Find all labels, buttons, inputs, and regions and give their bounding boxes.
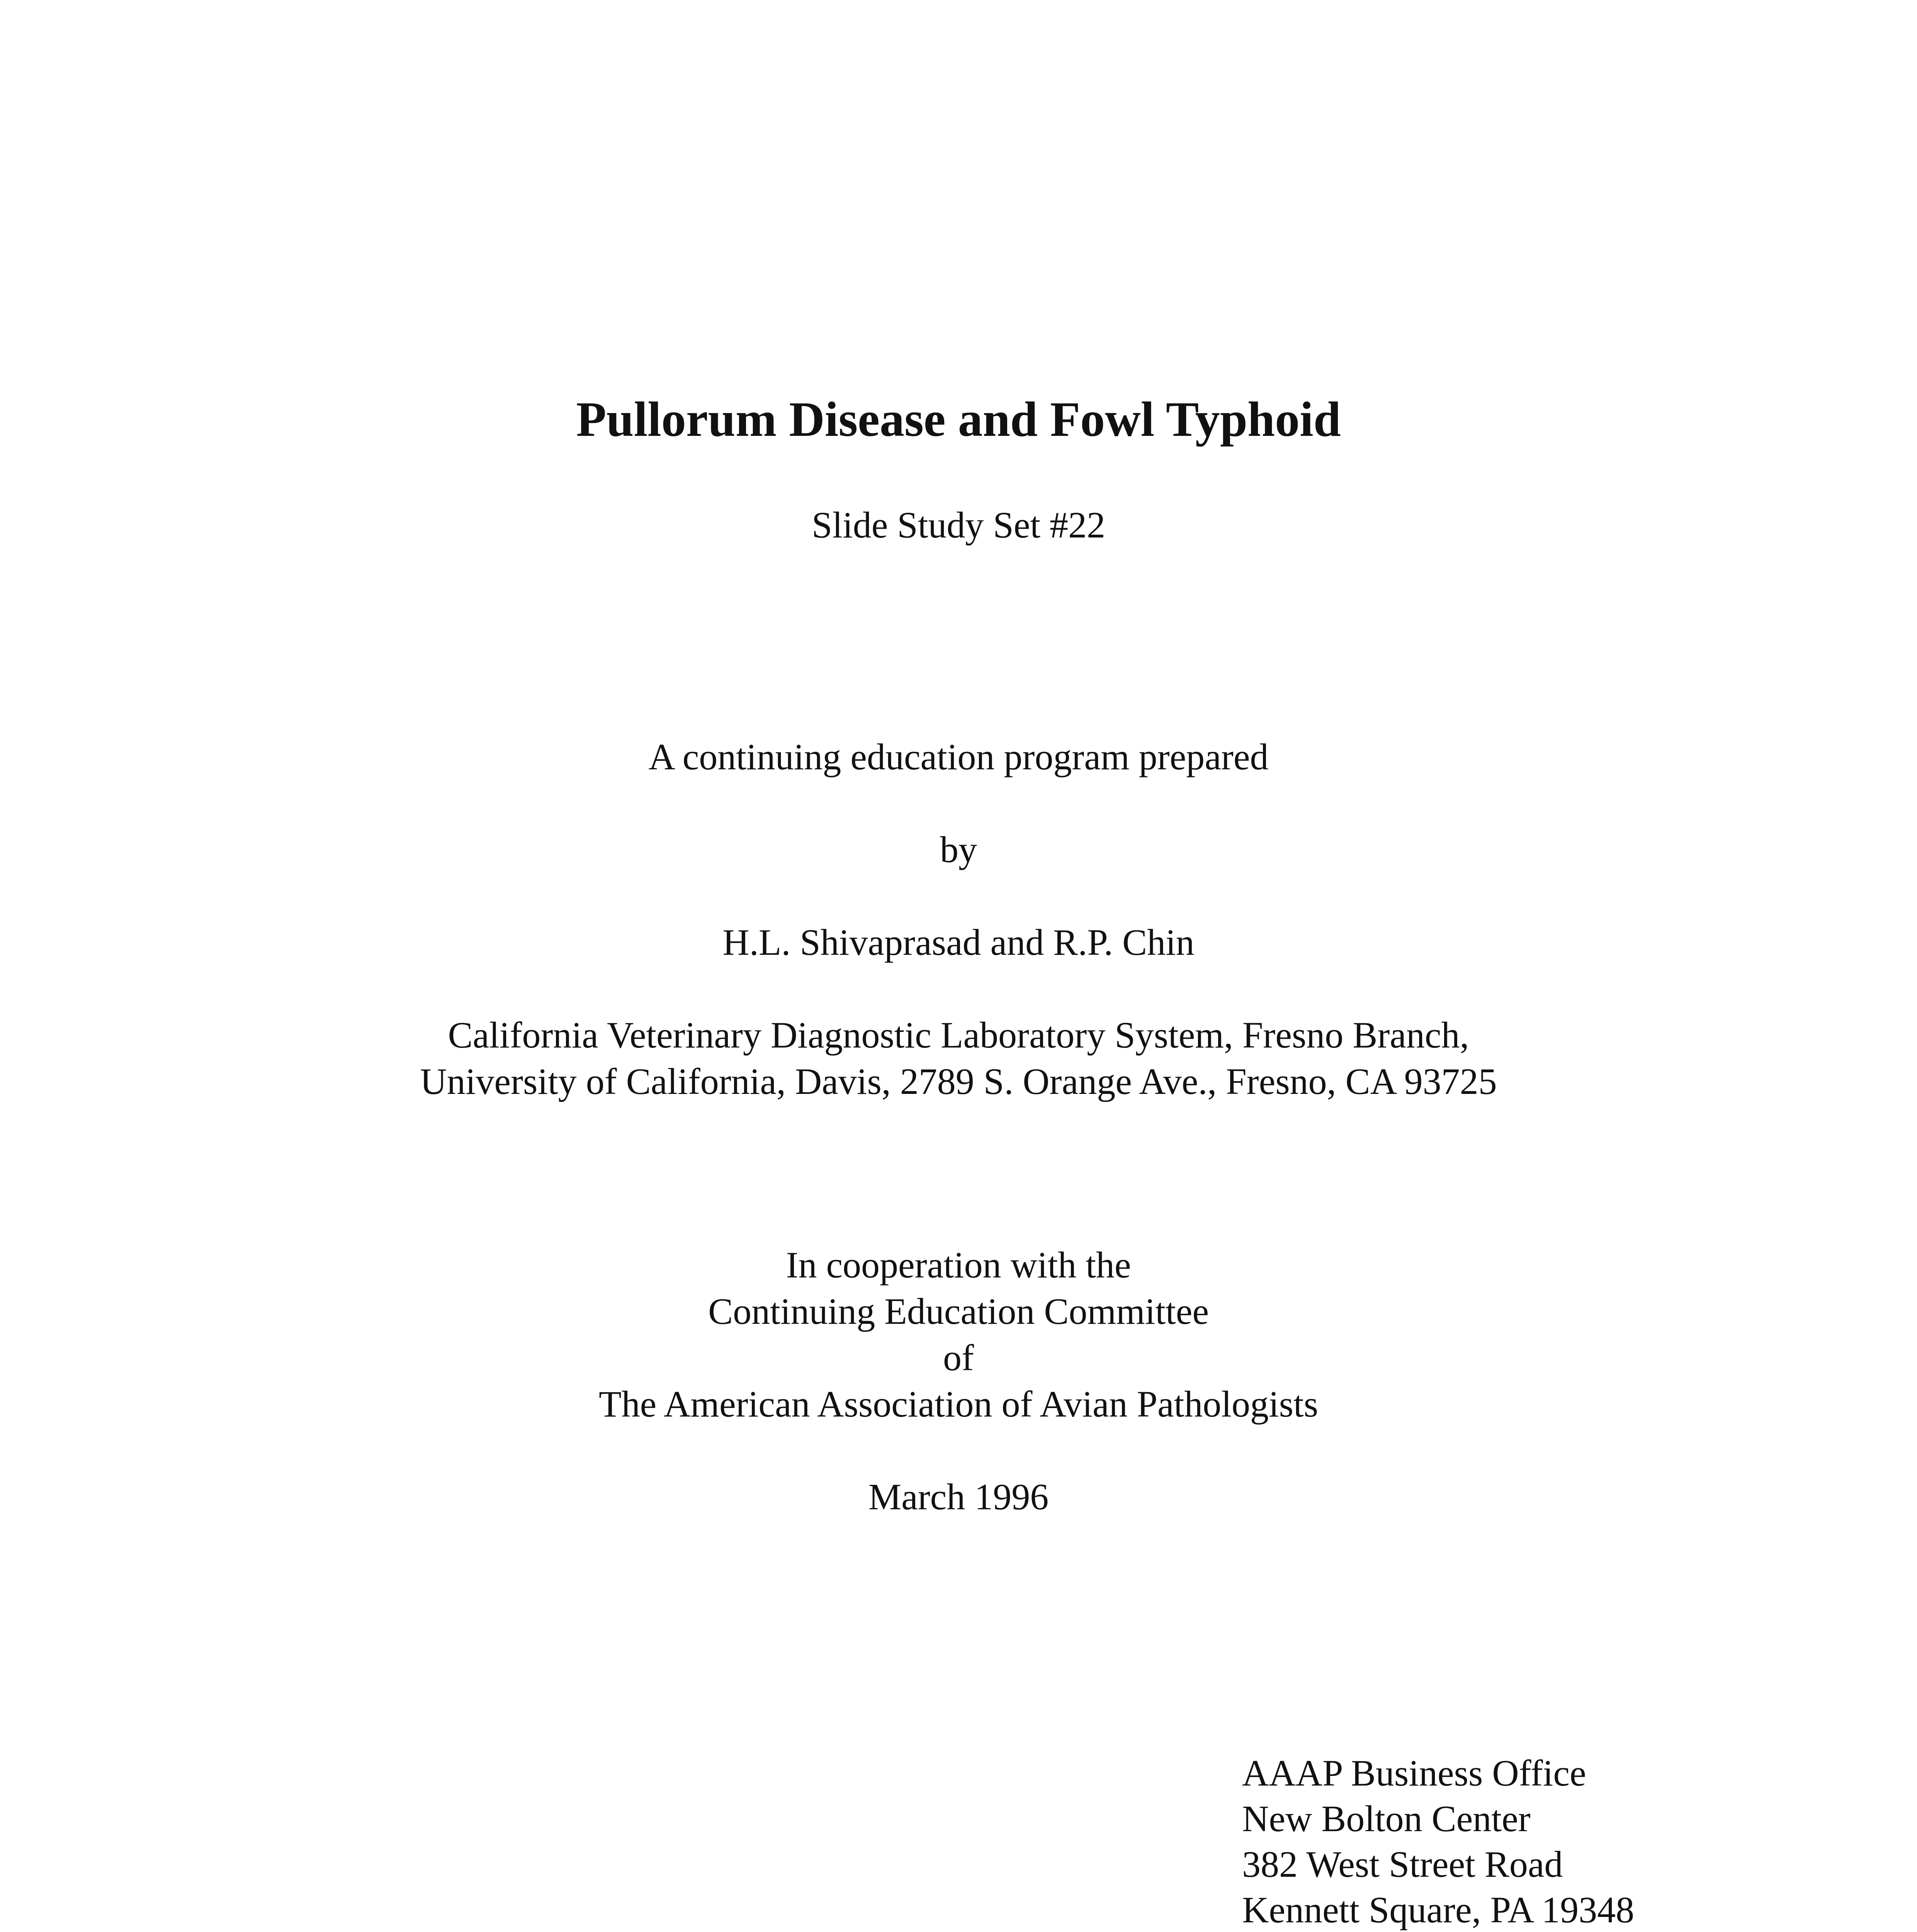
cooperation-line: of bbox=[943, 1337, 974, 1378]
cooperation-line: Continuing Education Committee bbox=[708, 1291, 1209, 1332]
address-line: AAAP Business Office bbox=[1242, 1752, 1586, 1794]
authors: H.L. Shivaprasad and R.P. Chin bbox=[722, 922, 1195, 963]
cooperation-line: In cooperation with the bbox=[786, 1244, 1131, 1286]
document-title: Pullorum Disease and Fowl Typhoid bbox=[576, 392, 1341, 447]
address-line: 382 West Street Road bbox=[1242, 1844, 1563, 1885]
business-address bbox=[1242, 1750, 1634, 1932]
address-line: Kennett Square, PA 19348 bbox=[1242, 1889, 1635, 1930]
by-line: by bbox=[940, 829, 977, 870]
document-subtitle: Slide Study Set #22 bbox=[811, 504, 1106, 546]
program-line: A continuing education program prepared bbox=[648, 736, 1269, 777]
cooperation-line: The American Association of Avian Pathologists bbox=[599, 1383, 1318, 1425]
address-line: New Bolton Center bbox=[1242, 1798, 1531, 1839]
affiliation-line: California Veterinary Diagnostic Laboratory System, Fresno Branch, bbox=[448, 1014, 1469, 1056]
affiliation-line: University of California, Davis, 2789 S. Orange Ave., Fresno, CA 93725 bbox=[420, 1061, 1497, 1102]
document-date: March 1996 bbox=[868, 1476, 1049, 1517]
